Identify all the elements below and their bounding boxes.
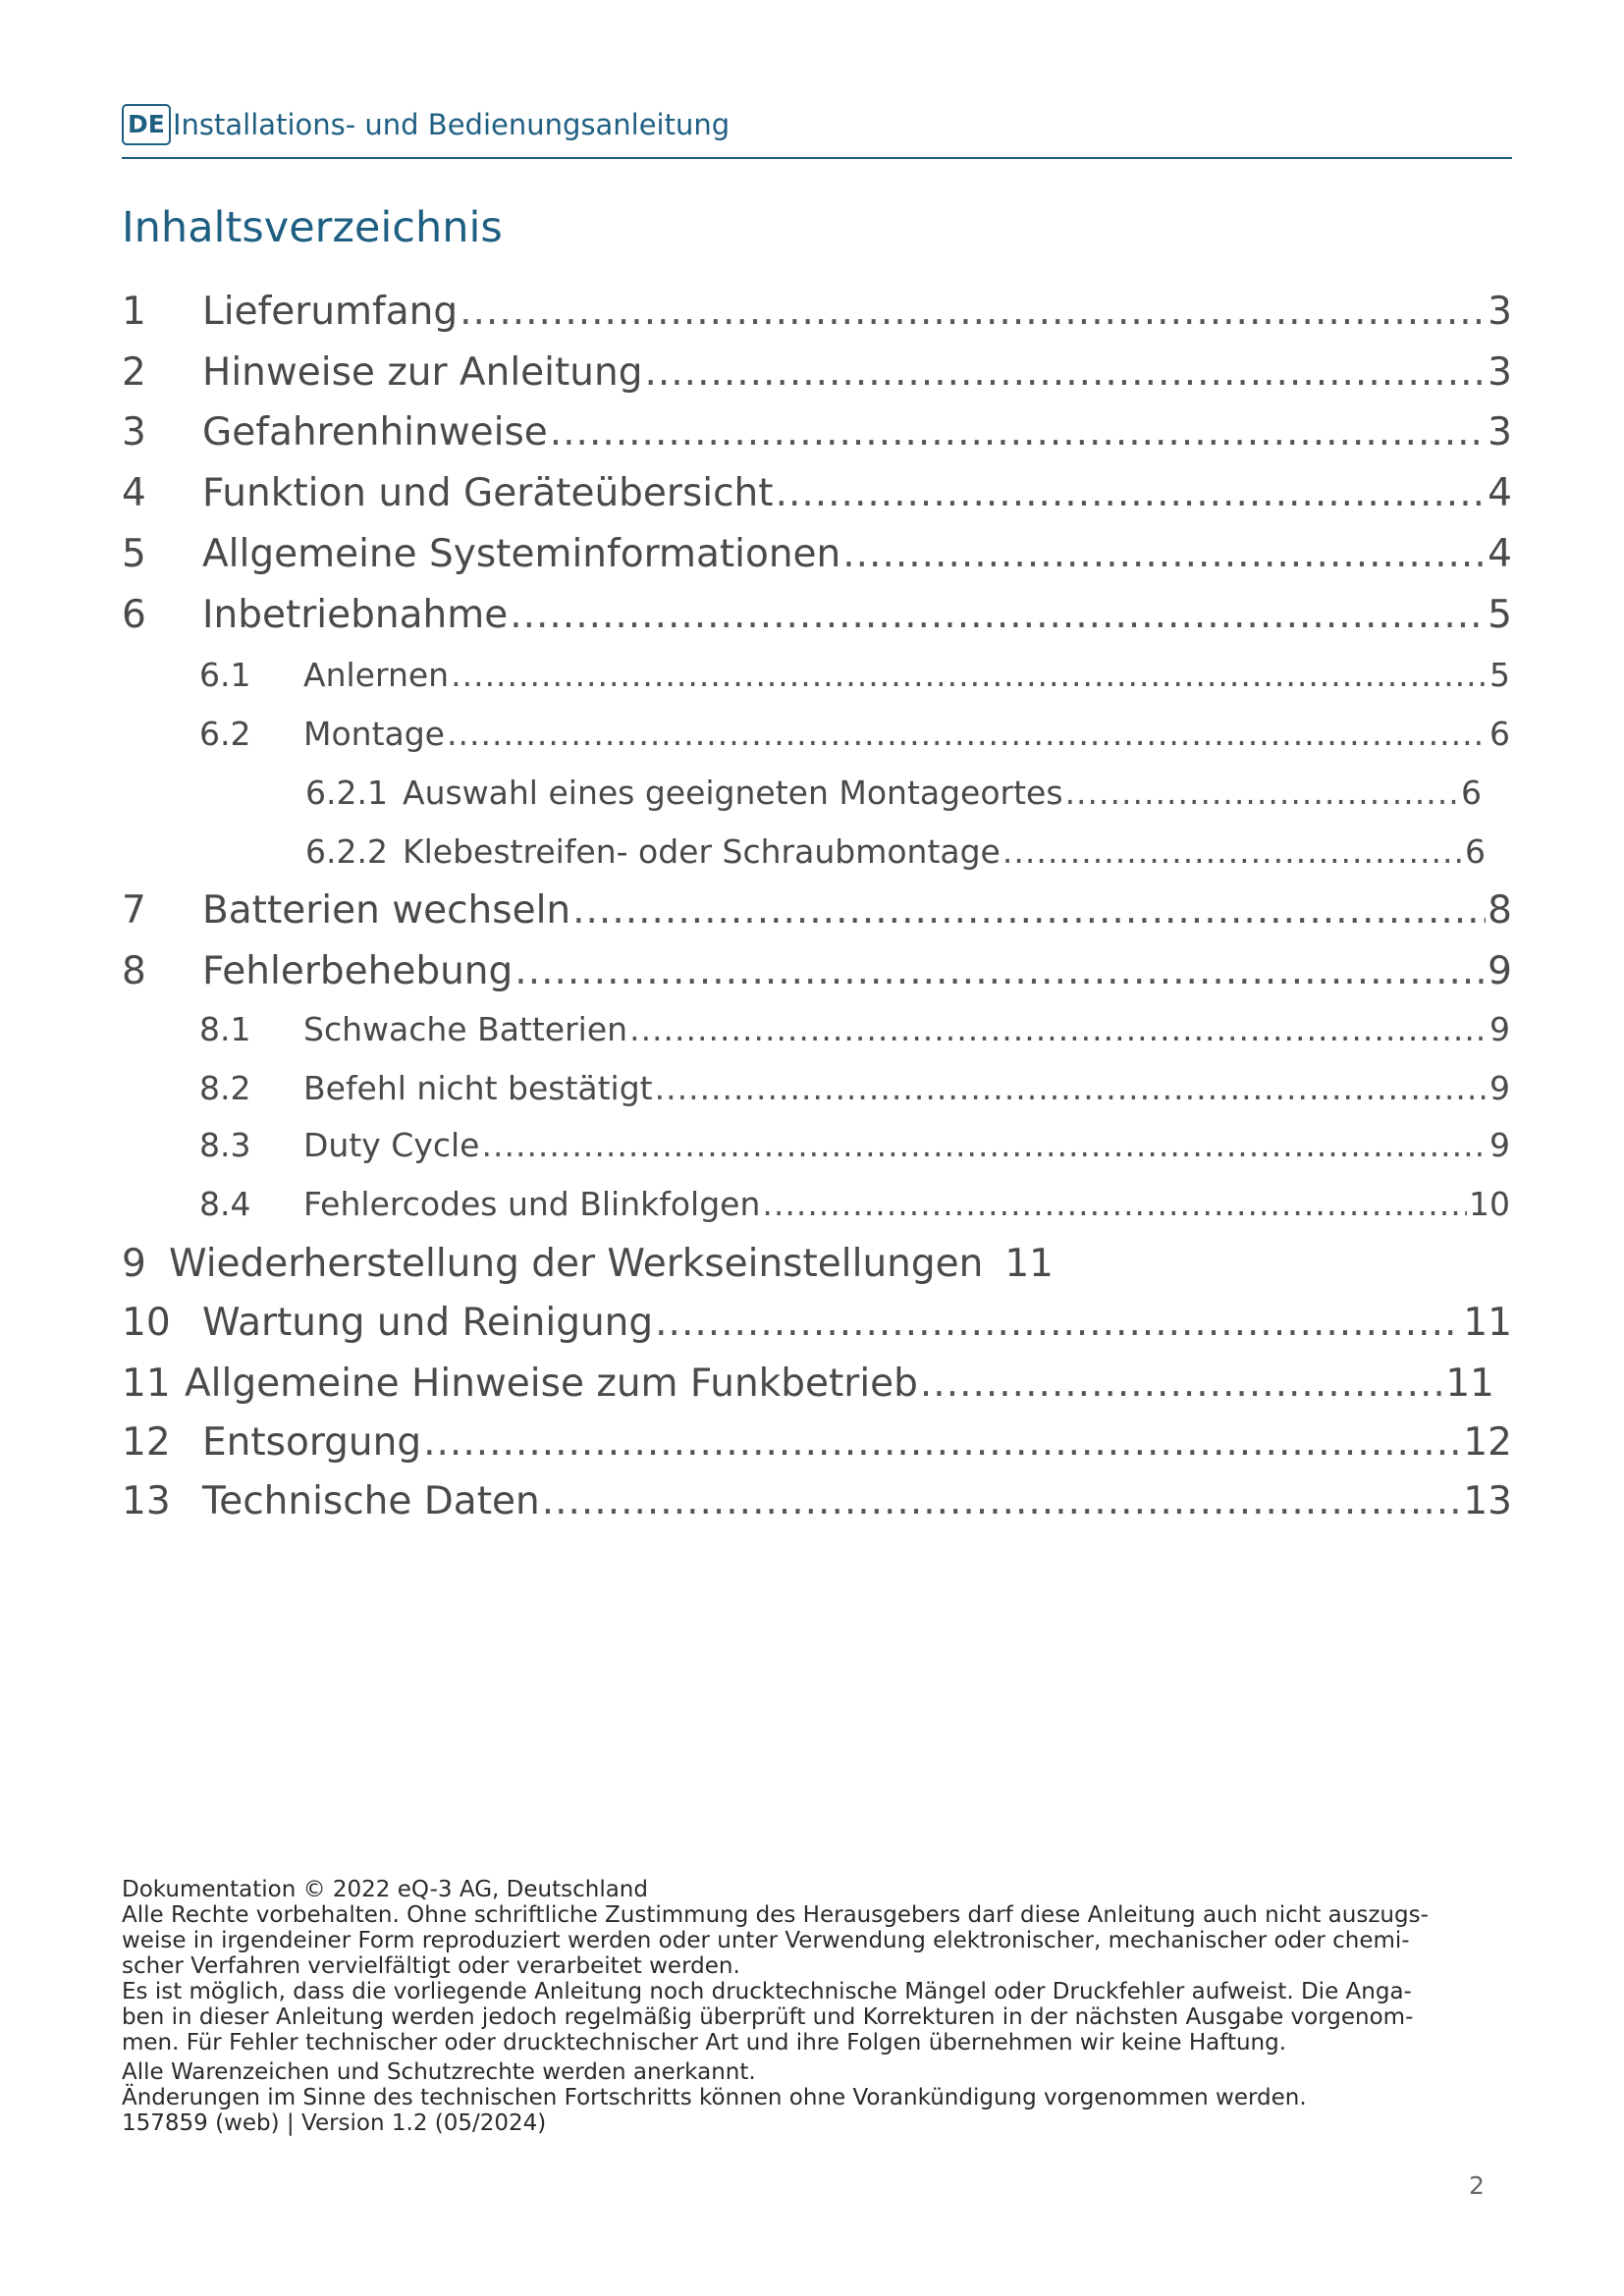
toc-entry-page: 9 <box>1488 949 1512 993</box>
toc-entry-page: 9 <box>1489 1010 1510 1048</box>
toc-entry[interactable] <box>199 1064 1510 1113</box>
toc-dot-leader <box>655 1064 1488 1113</box>
errors-line: ben in dieser Anleitung werden jedoch regelmäßig überprüft und Korrekturen in der nächsten Ausgabe vorgenom- <box>122 2004 1414 2030</box>
toc-entry-title: Fehlercodes und Blinkfolgen <box>303 1185 761 1223</box>
toc-entry-number: 8.2 <box>199 1069 251 1107</box>
toc-entry[interactable] <box>122 405 1512 460</box>
toc-entry[interactable] <box>199 1180 1510 1229</box>
rights-line: scher Verfahren vervielfältigt oder verarbeitet werden. <box>122 1953 740 1979</box>
rights-line: Alle Rechte vorbehalten. Ohne schriftliche Zustimmung des Herausgebers darf diese Anleitung auch nicht auszugs- <box>122 1902 1429 1928</box>
imprint-footer <box>122 1877 1512 2136</box>
toc-dot-leader <box>550 405 1486 460</box>
toc-entry[interactable] <box>199 710 1510 759</box>
toc-entry-page: 3 <box>1488 290 1512 334</box>
toc-dot-leader <box>510 588 1486 643</box>
toc-entry[interactable] <box>199 651 1510 700</box>
version-line: 157859 (web) | Version 1.2 (05/2024) <box>122 2110 547 2136</box>
toc-dot-leader <box>920 1357 1443 1412</box>
toc-entry-number: 5 <box>122 532 146 576</box>
changes-line: Änderungen im Sinne des technischen Fortschritts können ohne Vorankündigung vorgenommen werden. <box>122 2085 1307 2110</box>
toc-entry-number: 8.1 <box>199 1010 251 1048</box>
toc-dot-leader <box>776 466 1487 521</box>
toc-entry-page: 13 <box>1463 1479 1512 1523</box>
toc-entry-number: 9 <box>122 1242 146 1286</box>
toc-dot-leader <box>514 944 1486 999</box>
toc-entry-title: Montage <box>303 715 445 753</box>
toc-entry-page: 6 <box>1465 832 1486 871</box>
toc-entry-title: Klebestreifen- oder Schraubmontage <box>403 832 1001 871</box>
toc-dot-leader <box>542 1474 1462 1529</box>
toc-entry-title: Wiederherstellung der Werkseinstellungen <box>169 1242 984 1286</box>
toc-entry-title: Lieferumfang <box>202 290 459 334</box>
toc-dot-leader <box>447 710 1488 759</box>
toc-entry[interactable] <box>122 1415 1512 1470</box>
toc-entry-number: 11 <box>122 1362 171 1406</box>
toc-entry-page: 6 <box>1489 715 1510 753</box>
toc-entry-page: 11 <box>1004 1242 1054 1286</box>
toc-entry-number: 6.2 <box>199 715 251 753</box>
toc-entry-page: 4 <box>1488 532 1512 576</box>
toc-entry-title: Technische Daten <box>202 1479 540 1523</box>
errors-line: Es ist möglich, dass die vorliegende Anleitung noch drucktechnische Mängel oder Druckfehler aufweist. Die Anga- <box>122 1979 1412 2004</box>
toc-entry-title: Allgemeine Hinweise zum Funkbetrieb <box>185 1362 918 1406</box>
header-title: Installations- und Bedienungsanleitung <box>173 108 731 141</box>
toc-entry-title: Duty Cycle <box>303 1126 480 1164</box>
toc-title: Inhaltsverzeichnis <box>122 203 503 252</box>
toc-entry-page: 9 <box>1489 1126 1510 1164</box>
toc-entry[interactable] <box>122 527 1512 582</box>
trademarks-line: Alle Warenzeichen und Schutzrechte werden anerkannt. <box>122 2059 756 2085</box>
toc-entry[interactable] <box>122 1237 1054 1292</box>
toc-entry-number: 6 <box>122 593 146 637</box>
toc-entry-title: Funktion und Geräteübersicht <box>202 471 774 515</box>
toc-entry-page: 5 <box>1488 593 1512 637</box>
toc-entry-number: 6.2.2 <box>305 832 388 871</box>
toc-entry-page: 4 <box>1488 471 1512 515</box>
toc-entry-title: Schwache Batterien <box>303 1010 628 1048</box>
toc-entry-title: Auswahl eines geeigneten Montageortes <box>403 774 1063 812</box>
toc-entry[interactable] <box>122 466 1512 521</box>
page-number: 2 <box>1469 2171 1485 2200</box>
errors-line: men. Für Fehler technischer oder drucktechnischer Art und ihre Folgen übernehmen wir keine Haftung. <box>122 2030 1287 2056</box>
toc-dot-leader <box>644 346 1486 400</box>
toc-dot-leader <box>629 1005 1488 1054</box>
toc-entry-title: Batterien wechseln <box>202 888 571 933</box>
toc-entry-number: 12 <box>122 1420 171 1465</box>
toc-entry[interactable] <box>122 944 1512 999</box>
toc-entry[interactable] <box>122 346 1512 400</box>
toc-entry-number: 8.4 <box>199 1185 251 1223</box>
toc-entry-page: 6 <box>1461 774 1482 812</box>
toc-entry-number: 3 <box>122 410 146 454</box>
toc-entry-page: 8 <box>1488 888 1512 933</box>
toc-entry-number: 7 <box>122 888 146 933</box>
rights-line: weise in irgendeiner Form reproduziert werden oder unter Verwendung elektronischer, mechanischer oder chemi- <box>122 1928 1410 1953</box>
toc-entry-number: 1 <box>122 290 146 334</box>
toc-entry[interactable] <box>199 1121 1510 1170</box>
toc-entry-number: 8 <box>122 949 146 993</box>
toc-entry[interactable] <box>122 1357 1494 1412</box>
toc-entry-title: Entsorgung <box>202 1420 422 1465</box>
toc-dot-leader <box>451 651 1488 700</box>
toc-entry-page: 10 <box>1469 1185 1510 1223</box>
language-badge: DE <box>122 104 171 145</box>
toc-entry[interactable] <box>122 883 1512 938</box>
toc-entry-page: 3 <box>1488 410 1512 454</box>
toc-dot-leader <box>481 1121 1488 1170</box>
toc-entry-title: Fehlerbehebung <box>202 949 514 993</box>
toc-entry-title: Allgemeine Systeminformationen <box>202 532 841 576</box>
toc-dot-leader <box>460 285 1486 340</box>
toc-entry-title: Hinweise zur Anleitung <box>202 350 643 395</box>
toc-entry-page: 11 <box>1445 1362 1494 1406</box>
toc-entry[interactable] <box>122 1296 1512 1351</box>
toc-entry-number: 6.1 <box>199 656 251 694</box>
toc-dot-leader <box>1002 828 1463 877</box>
toc-entry-page: 12 <box>1463 1420 1512 1465</box>
toc-entry-number: 8.3 <box>199 1126 251 1164</box>
toc-entry-title: Befehl nicht bestätigt <box>303 1069 653 1107</box>
copyright-line: Dokumentation © 2022 eQ-3 AG, Deutschland <box>122 1877 648 1902</box>
toc-entry[interactable] <box>122 588 1512 643</box>
toc-dot-leader <box>1065 769 1459 818</box>
toc-entry-number: 13 <box>122 1479 171 1523</box>
toc-dot-leader <box>655 1296 1461 1351</box>
toc-dot-leader <box>842 527 1486 582</box>
toc-entry-page: 3 <box>1488 350 1512 395</box>
toc-entry[interactable] <box>199 1005 1510 1054</box>
toc-entry-title: Gefahrenhinweise <box>202 410 548 454</box>
toc-entry[interactable] <box>305 769 1482 818</box>
toc-entry-number: 10 <box>122 1301 171 1345</box>
toc-entry-number: 6.2.1 <box>305 774 388 812</box>
toc-entry[interactable] <box>122 285 1512 340</box>
toc-entry[interactable] <box>122 1474 1512 1529</box>
toc-entry-title: Wartung und Reinigung <box>202 1301 654 1345</box>
toc-dot-leader <box>423 1415 1461 1470</box>
toc-entry-title: Inbetriebnahme <box>202 593 509 637</box>
toc-entry-page: 11 <box>1463 1301 1512 1345</box>
toc-entry-title: Anlernen <box>303 656 450 694</box>
toc-entry-page: 5 <box>1489 656 1510 694</box>
toc-entry-page: 9 <box>1489 1069 1510 1107</box>
toc-dot-leader <box>572 883 1486 938</box>
toc-entry[interactable] <box>305 828 1486 877</box>
toc-entry-number: 4 <box>122 471 146 515</box>
toc-entry-number: 2 <box>122 350 146 395</box>
toc-dot-leader <box>762 1180 1467 1229</box>
